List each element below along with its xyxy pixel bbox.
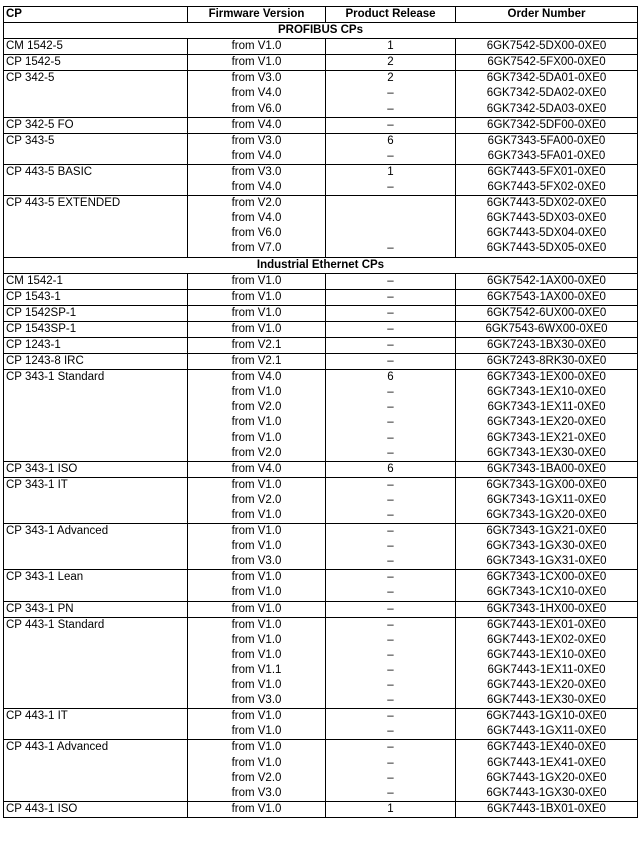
release-cell: – [326,539,456,554]
section-row [4,23,638,39]
release-cell [326,211,456,226]
cp-order-table [3,6,638,818]
order-number-cell: 6GK7443-5DX05-0XE0 [456,241,638,257]
order-number-cell: 6GK7343-1HX00-0XE0 [456,601,638,617]
section-row [4,257,638,273]
table-row [4,693,638,709]
table-row [4,321,638,337]
table-row [4,771,638,786]
table-row [4,164,638,180]
order-number-cell: 6GK7343-5FA01-0XE0 [456,149,638,165]
table-row [4,663,638,678]
release-cell: – [326,180,456,196]
table-row [4,570,638,586]
firmware-cell: from V2.1 [188,337,326,353]
order-number-cell: 6GK7243-1BX30-0XE0 [456,337,638,353]
table-row [4,493,638,508]
firmware-cell: from V1.0 [188,539,326,554]
order-number-cell: 6GK7343-1EX20-0XE0 [456,415,638,430]
firmware-cell: from V1.0 [188,617,326,633]
firmware-cell: from V1.0 [188,678,326,693]
order-number-cell: 6GK7342-5DA02-0XE0 [456,86,638,101]
table-row [4,740,638,756]
cp-cell: CP 1543SP-1 [4,321,188,337]
release-cell: – [326,771,456,786]
cp-cell [4,431,188,446]
firmware-cell: from V3.0 [188,133,326,149]
order-number-cell: 6GK7443-1GX11-0XE0 [456,724,638,740]
order-number-cell: 6GK7542-5FX00-0XE0 [456,55,638,71]
firmware-cell: from V1.0 [188,305,326,321]
table-row [4,801,638,817]
cp-cell: CP 1543-1 [4,289,188,305]
release-cell: 6 [326,370,456,386]
cp-cell [4,508,188,524]
release-cell: – [326,385,456,400]
order-number-cell: 6GK7542-6UX00-0XE0 [456,305,638,321]
firmware-cell: from V2.0 [188,196,326,212]
table-row [4,370,638,386]
release-cell: – [326,415,456,430]
release-cell: – [326,633,456,648]
release-cell: – [326,241,456,257]
cp-cell [4,180,188,196]
cp-cell: CP 343-1 Advanced [4,524,188,540]
table-row [4,102,638,118]
cp-cell [4,415,188,430]
table-row [4,617,638,633]
firmware-cell: from V2.0 [188,771,326,786]
cp-cell: CP 443-5 EXTENDED [4,196,188,212]
firmware-cell: from V1.0 [188,385,326,400]
cp-cell [4,493,188,508]
section-title: PROFIBUS CPs [4,23,638,39]
firmware-cell: from V4.0 [188,370,326,386]
table-row [4,524,638,540]
order-number-cell: 6GK7343-1GX31-0XE0 [456,554,638,570]
release-cell: – [326,570,456,586]
release-cell: – [326,477,456,493]
table-row [4,39,638,55]
release-cell: – [326,740,456,756]
order-number-cell: 6GK7543-6WX00-0XE0 [456,321,638,337]
firmware-cell: from V1.0 [188,477,326,493]
release-cell: – [326,617,456,633]
order-number-cell: 6GK7343-1EX30-0XE0 [456,446,638,462]
release-cell: – [326,102,456,118]
cp-cell [4,771,188,786]
header-order-number: Order Number [456,7,638,23]
table-header-row [4,7,638,23]
table-row [4,133,638,149]
release-cell: – [326,305,456,321]
release-cell: – [326,585,456,601]
table-row [4,400,638,415]
cp-cell: CM 1542-1 [4,273,188,289]
cp-cell [4,756,188,771]
table-row [4,86,638,101]
order-number-cell: 6GK7343-5FA00-0XE0 [456,133,638,149]
order-number-cell: 6GK7443-5DX04-0XE0 [456,226,638,241]
cp-cell [4,678,188,693]
firmware-cell: from V3.0 [188,554,326,570]
cp-cell: CP 443-5 BASIC [4,164,188,180]
firmware-cell: from V2.0 [188,400,326,415]
cp-cell [4,211,188,226]
release-cell: – [326,648,456,663]
firmware-cell: from V2.0 [188,446,326,462]
order-number-cell: 6GK7443-5DX03-0XE0 [456,211,638,226]
firmware-cell: from V1.0 [188,415,326,430]
header-product-release: Product Release [326,7,456,23]
cp-cell [4,648,188,663]
table-row [4,354,638,370]
release-cell: – [326,508,456,524]
table-row [4,305,638,321]
cp-cell: CP 443-1 Advanced [4,740,188,756]
order-number-cell: 6GK7443-1GX10-0XE0 [456,709,638,725]
firmware-cell: from V1.0 [188,524,326,540]
release-cell: – [326,693,456,709]
order-number-cell: 6GK7443-1EX30-0XE0 [456,693,638,709]
release-cell: – [326,86,456,101]
release-cell: – [326,786,456,802]
firmware-cell: from V2.1 [188,354,326,370]
header-cp: CP [4,7,188,23]
cp-cell: CP 443-1 ISO [4,801,188,817]
order-number-cell: 6GK7542-1AX00-0XE0 [456,273,638,289]
table-row [4,180,638,196]
cp-cell [4,554,188,570]
cp-cell: CP 343-1 Standard [4,370,188,386]
release-cell [326,226,456,241]
cp-cell [4,446,188,462]
table-row [4,337,638,353]
table-row [4,241,638,257]
firmware-cell: from V1.0 [188,740,326,756]
table-row [4,289,638,305]
table-body [4,23,638,818]
release-cell: – [326,724,456,740]
release-cell: 1 [326,39,456,55]
order-number-cell: 6GK7343-1BA00-0XE0 [456,461,638,477]
firmware-cell: from V1.0 [188,648,326,663]
firmware-cell: from V1.1 [188,663,326,678]
release-cell: 2 [326,55,456,71]
firmware-cell: from V2.0 [188,493,326,508]
firmware-cell: from V1.0 [188,570,326,586]
firmware-cell: from V4.0 [188,149,326,165]
release-cell: – [326,149,456,165]
firmware-cell: from V7.0 [188,241,326,257]
firmware-cell: from V4.0 [188,461,326,477]
table-row [4,117,638,133]
table-row [4,71,638,87]
cp-cell [4,633,188,648]
order-number-cell: 6GK7443-1GX30-0XE0 [456,786,638,802]
order-number-cell: 6GK7343-1CX00-0XE0 [456,570,638,586]
firmware-cell: from V4.0 [188,117,326,133]
firmware-cell: from V3.0 [188,693,326,709]
release-cell: – [326,678,456,693]
firmware-cell: from V1.0 [188,585,326,601]
table-row [4,601,638,617]
cp-cell [4,539,188,554]
firmware-cell: from V1.0 [188,724,326,740]
order-number-cell: 6GK7443-1EX10-0XE0 [456,648,638,663]
table-row [4,273,638,289]
order-number-cell: 6GK7343-1EX10-0XE0 [456,385,638,400]
release-cell: – [326,756,456,771]
release-cell: – [326,446,456,462]
firmware-cell: from V4.0 [188,86,326,101]
cp-cell [4,786,188,802]
order-number-cell: 6GK7443-5DX02-0XE0 [456,196,638,212]
firmware-cell: from V6.0 [188,226,326,241]
release-cell: – [326,431,456,446]
order-number-cell: 6GK7343-1EX21-0XE0 [456,431,638,446]
order-number-cell: 6GK7443-5FX01-0XE0 [456,164,638,180]
table-row [4,461,638,477]
order-number-cell: 6GK7343-1GX21-0XE0 [456,524,638,540]
order-number-cell: 6GK7342-5DA01-0XE0 [456,71,638,87]
cp-cell [4,226,188,241]
table-row [4,431,638,446]
cp-cell [4,585,188,601]
table-row [4,508,638,524]
firmware-cell: from V6.0 [188,102,326,118]
table-row [4,633,638,648]
release-cell: – [326,663,456,678]
firmware-cell: from V1.0 [188,756,326,771]
release-cell: – [326,524,456,540]
table-row [4,786,638,802]
order-number-cell: 6GK7443-1EX02-0XE0 [456,633,638,648]
table-row [4,55,638,71]
header-firmware-version: Firmware Version [188,7,326,23]
release-cell: – [326,117,456,133]
firmware-cell: from V1.0 [188,601,326,617]
release-cell: – [326,400,456,415]
cp-cell: CP 343-1 ISO [4,461,188,477]
order-number-cell: 6GK7343-1GX11-0XE0 [456,493,638,508]
order-number-cell: 6GK7343-1EX11-0XE0 [456,400,638,415]
firmware-cell: from V1.0 [188,321,326,337]
cp-cell: CP 342-5 FO [4,117,188,133]
cp-cell: CP 343-1 IT [4,477,188,493]
table-row [4,446,638,462]
table-row [4,585,638,601]
cp-cell: CP 343-1 PN [4,601,188,617]
firmware-cell: from V1.0 [188,633,326,648]
firmware-cell: from V4.0 [188,211,326,226]
order-number-cell: 6GK7543-1AX00-0XE0 [456,289,638,305]
release-cell: – [326,354,456,370]
cp-cell: CP 342-5 [4,71,188,87]
firmware-cell: from V3.0 [188,164,326,180]
cp-cell [4,400,188,415]
cp-cell: CP 443-1 Standard [4,617,188,633]
cp-cell: CM 1542-5 [4,39,188,55]
release-cell: 1 [326,801,456,817]
cp-cell [4,86,188,101]
order-number-cell: 6GK7343-1GX00-0XE0 [456,477,638,493]
table-row [4,554,638,570]
cp-cell: CP 443-1 IT [4,709,188,725]
order-number-cell: 6GK7343-1CX10-0XE0 [456,585,638,601]
order-number-cell: 6GK7342-5DA03-0XE0 [456,102,638,118]
table-row [4,226,638,241]
table-row [4,196,638,212]
table-row [4,539,638,554]
release-cell: – [326,601,456,617]
cp-cell: CP 1243-8 IRC [4,354,188,370]
order-number-cell: 6GK7443-1EX41-0XE0 [456,756,638,771]
release-cell: 2 [326,71,456,87]
release-cell: 1 [326,164,456,180]
order-number-cell: 6GK7443-1BX01-0XE0 [456,801,638,817]
cp-cell: CP 1542-5 [4,55,188,71]
cp-cell [4,724,188,740]
order-number-cell: 6GK7443-1GX20-0XE0 [456,771,638,786]
firmware-cell: from V3.0 [188,786,326,802]
cp-cell [4,102,188,118]
firmware-cell: from V1.0 [188,431,326,446]
firmware-cell: from V3.0 [188,71,326,87]
table-row [4,477,638,493]
order-number-cell: 6GK7443-1EX40-0XE0 [456,740,638,756]
cp-cell [4,149,188,165]
release-cell: 6 [326,133,456,149]
cp-cell: CP 1243-1 [4,337,188,353]
release-cell: – [326,289,456,305]
release-cell: – [326,337,456,353]
cp-cell [4,241,188,257]
cp-cell: CP 343-1 Lean [4,570,188,586]
release-cell [326,196,456,212]
firmware-cell: from V1.0 [188,55,326,71]
order-number-cell: 6GK7342-5DF00-0XE0 [456,117,638,133]
order-number-cell: 6GK7343-1GX20-0XE0 [456,508,638,524]
cp-cell [4,385,188,400]
order-number-cell: 6GK7443-1EX01-0XE0 [456,617,638,633]
cp-cell: CP 1542SP-1 [4,305,188,321]
table-row [4,149,638,165]
release-cell: 6 [326,461,456,477]
table-row [4,385,638,400]
release-cell: – [326,321,456,337]
firmware-cell: from V1.0 [188,273,326,289]
order-number-cell: 6GK7343-1EX00-0XE0 [456,370,638,386]
table-row [4,709,638,725]
table-row [4,678,638,693]
order-number-cell: 6GK7343-1GX30-0XE0 [456,539,638,554]
release-cell: – [326,709,456,725]
firmware-cell: from V4.0 [188,180,326,196]
cp-cell [4,663,188,678]
firmware-cell: from V1.0 [188,709,326,725]
section-title: Industrial Ethernet CPs [4,257,638,273]
table-row [4,648,638,663]
cp-cell [4,693,188,709]
release-cell: – [326,493,456,508]
firmware-cell: from V1.0 [188,289,326,305]
firmware-cell: from V1.0 [188,508,326,524]
table-row [4,756,638,771]
release-cell: – [326,273,456,289]
order-number-cell: 6GK7542-5DX00-0XE0 [456,39,638,55]
order-number-cell: 6GK7443-1EX20-0XE0 [456,678,638,693]
order-number-cell: 6GK7443-5FX02-0XE0 [456,180,638,196]
table-row [4,211,638,226]
firmware-cell: from V1.0 [188,39,326,55]
table-row [4,415,638,430]
release-cell: – [326,554,456,570]
order-number-cell: 6GK7443-1EX11-0XE0 [456,663,638,678]
table-row [4,724,638,740]
firmware-cell: from V1.0 [188,801,326,817]
order-number-cell: 6GK7243-8RK30-0XE0 [456,354,638,370]
cp-cell: CP 343-5 [4,133,188,149]
